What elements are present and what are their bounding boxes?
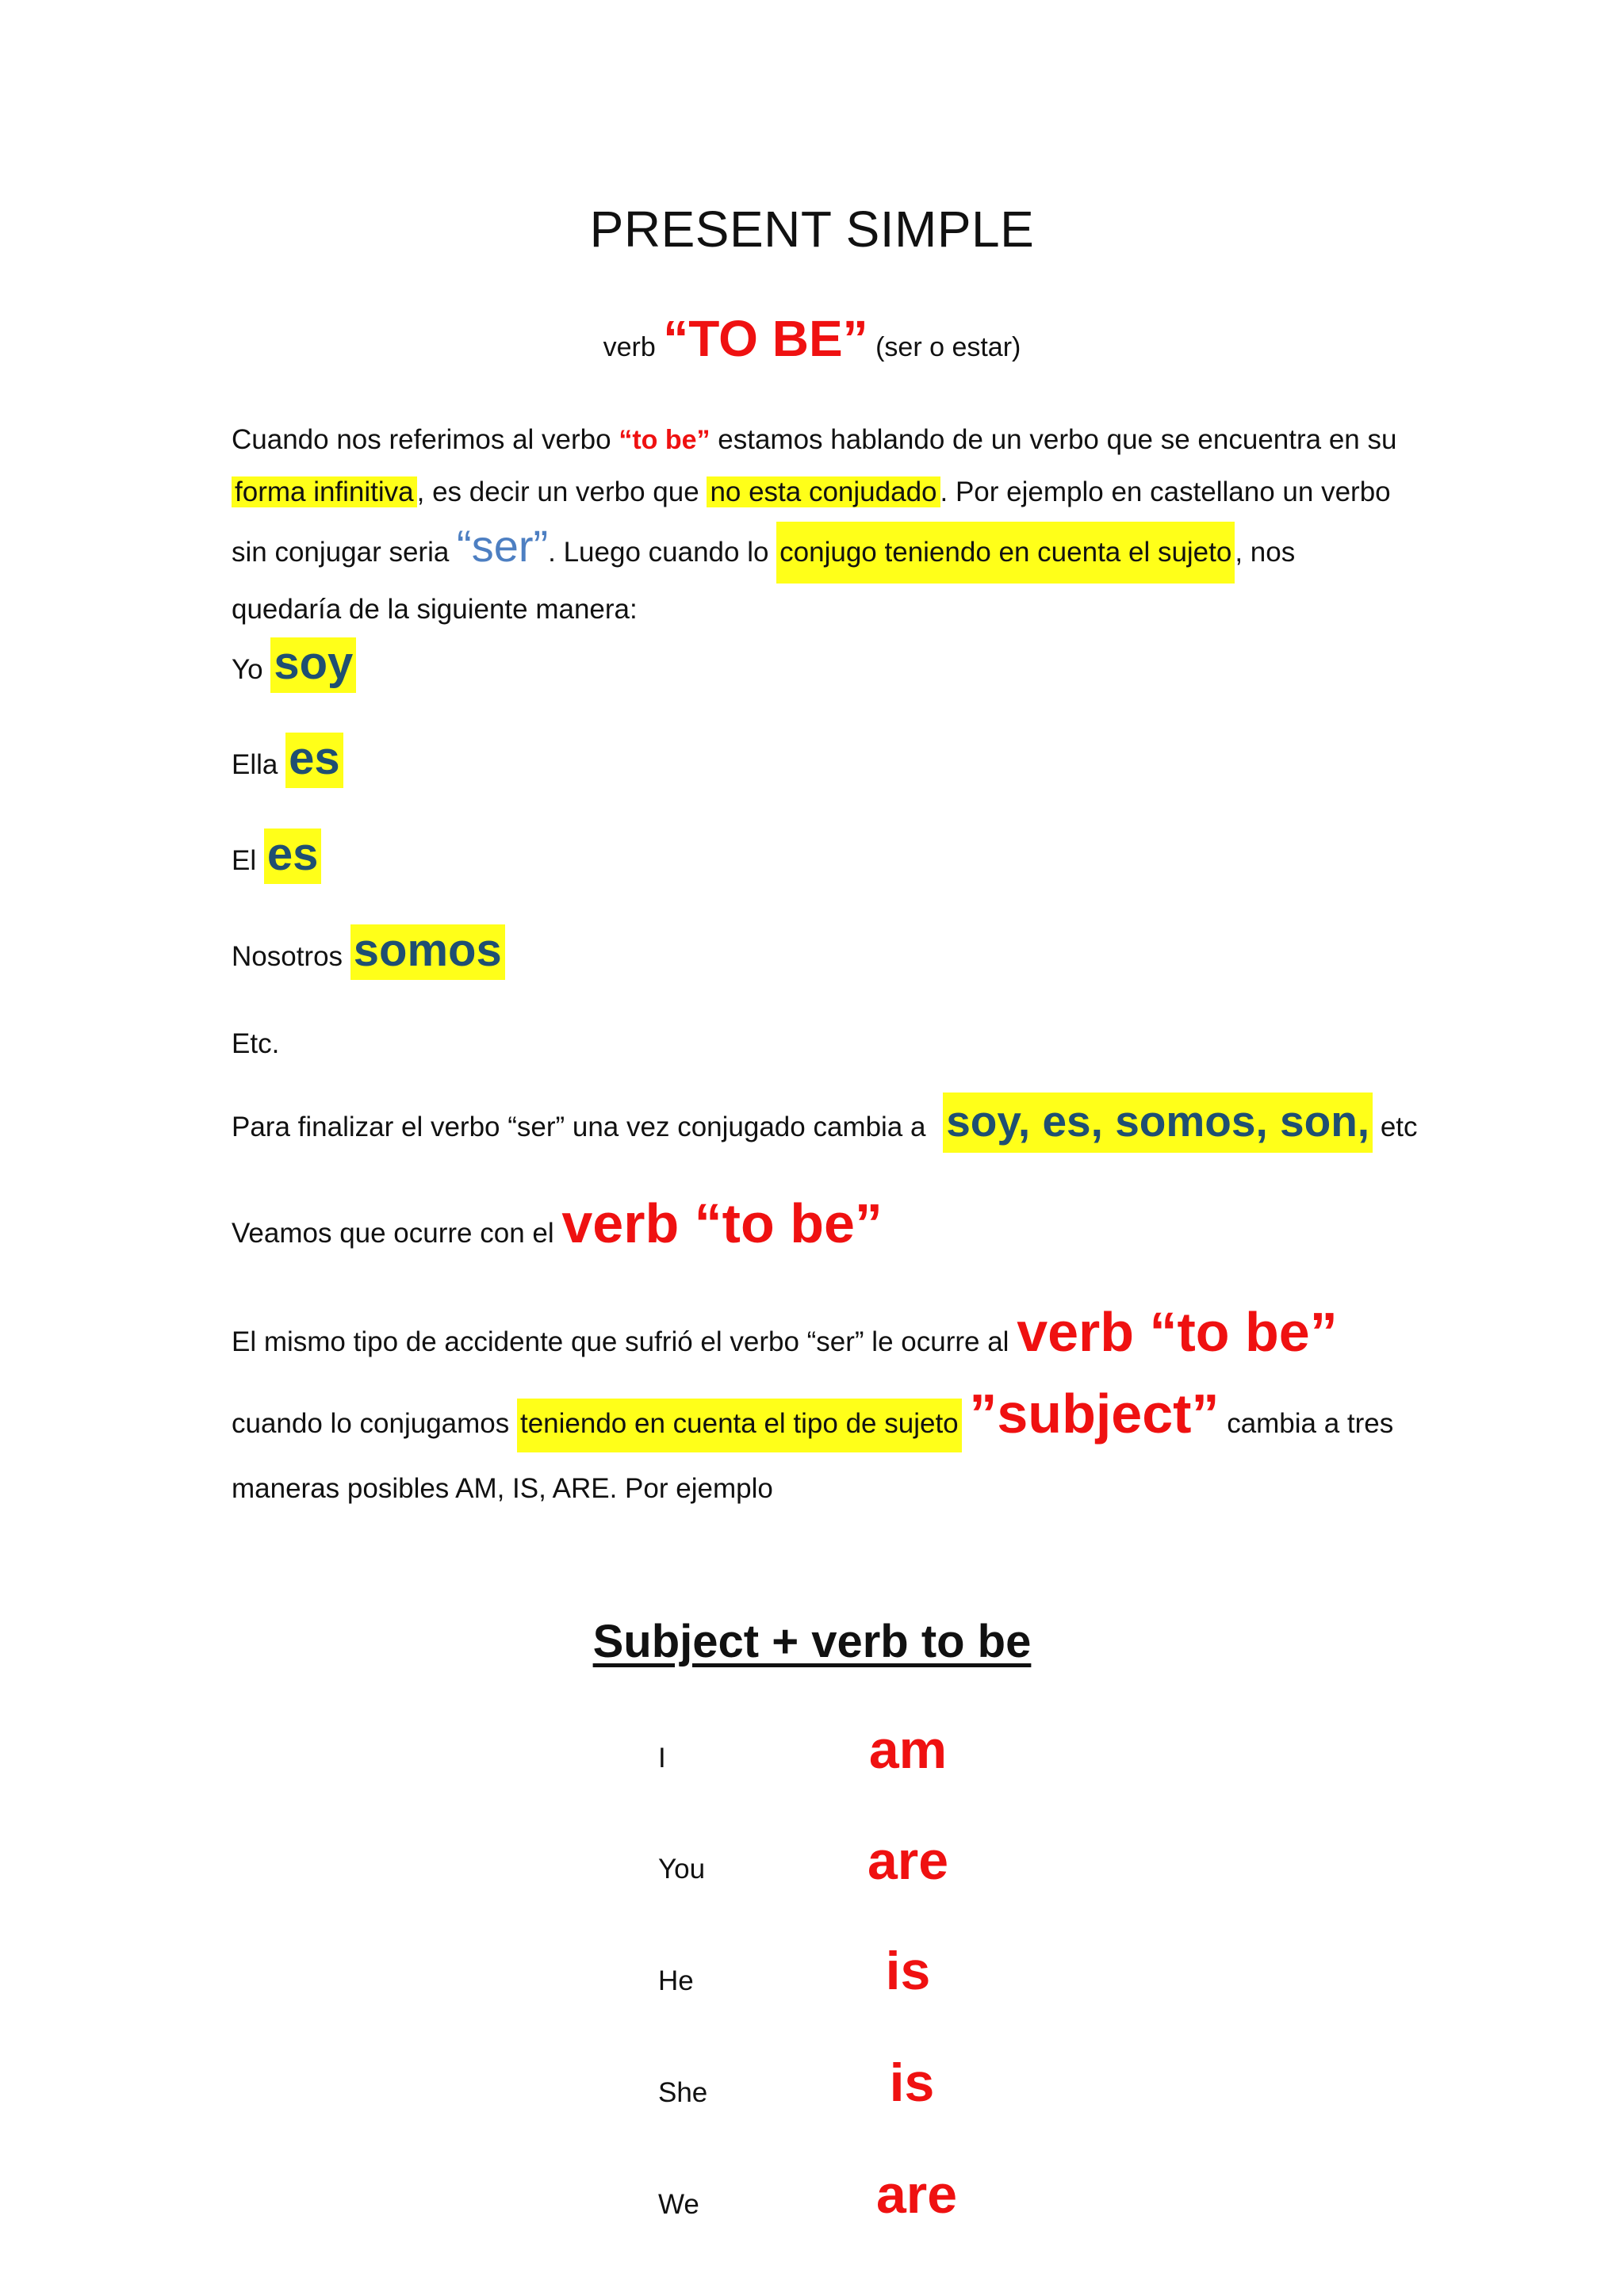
example-verb: somos (350, 924, 505, 980)
intro-text: sin conjugar seria (232, 537, 450, 568)
intro-paragraph (232, 414, 1397, 635)
english-verb-am: am (868, 1720, 948, 1780)
spanish-example-ella (232, 733, 343, 788)
example-verb: soy (270, 637, 356, 693)
english-subject-we: We (658, 2189, 699, 2220)
etc-text: Etc. (232, 1028, 280, 1059)
subject-emphasis: ”subject” (969, 1383, 1220, 1445)
section-title: Subject + verb to be (592, 1616, 1032, 1667)
english-verb-is: is (889, 2053, 935, 2113)
highlight-subject-type: teniendo en cuenta el tipo de sujeto (517, 1399, 962, 1452)
highlight-conjugated-forms: soy, es, somos, son, (943, 1093, 1373, 1153)
cuando-suffix: cambia a tres (1227, 1408, 1394, 1439)
english-verb-is: is (885, 1941, 931, 2001)
intro-text: Cuando nos referimos al verbo (232, 424, 611, 455)
cuando-sentence (232, 1383, 1394, 1452)
highlight-no-conjugado: no esta conjudado (707, 476, 940, 507)
english-verb-are: are (867, 1831, 949, 1891)
example-subject: Yo (232, 654, 263, 685)
mismo-sentence (232, 1301, 1338, 1363)
spanish-example-yo (232, 637, 356, 693)
veamos-sentence (232, 1192, 883, 1254)
example-verb: es (285, 733, 343, 788)
subtitle-emphasis: “TO BE” (663, 310, 868, 367)
english-subject-you: You (658, 1854, 706, 1885)
english-verb-are: are (875, 2164, 958, 2225)
intro-text: estamos hablando de un verbo que se encuentra en su (718, 424, 1397, 455)
intro-text: , es decir un verbo que (416, 476, 699, 507)
highlight-forma-infinitiva: forma infinitiva (232, 476, 417, 507)
spanish-example-el (232, 828, 321, 884)
example-subject: Nosotros (232, 941, 343, 972)
ser-emphasis: “ser” (457, 521, 549, 571)
final-suffix: etc (1380, 1112, 1418, 1142)
example-subject: El (232, 845, 257, 876)
intro-line-4: quedaría de la siguiente manera: (232, 594, 638, 625)
intro-text: . Por ejemplo en castellano un verbo (940, 476, 1391, 507)
spanish-example-nosotros (232, 924, 505, 980)
english-subject-she: She (658, 2077, 708, 2108)
veamos-text: Veamos que ocurre con el (232, 1218, 554, 1249)
page-title: PRESENT SIMPLE (589, 201, 1035, 258)
english-subject-he: He (658, 1965, 694, 1996)
intro-text: , nos (1235, 537, 1296, 568)
highlight-conjugo: conjugo teniendo en cuenta el sujeto (776, 522, 1235, 584)
final-text: Para finalizar el verbo “ser” una vez conjugado cambia a (232, 1112, 926, 1142)
verb-to-be-emphasis: verb “to be” (1017, 1301, 1338, 1363)
example-subject: Ella (232, 749, 278, 780)
to-be-emphasis: “to be” (619, 425, 710, 455)
subtitle-prefix: verb (603, 332, 656, 362)
page-subtitle (0, 310, 1624, 367)
intro-line-2 (232, 466, 1391, 518)
verb-to-be-emphasis: verb “to be” (561, 1192, 883, 1254)
maneras-text: maneras posibles AM, IS, ARE. Por ejemplo (232, 1473, 773, 1504)
mismo-text: El mismo tipo de accidente que sufrió el verbo “ser” le ocurre al (232, 1326, 1009, 1357)
subtitle-suffix: (ser o estar) (875, 332, 1021, 362)
english-subject-i: I (658, 1743, 666, 1774)
intro-line-3 (232, 518, 1381, 584)
example-verb: es (264, 828, 322, 884)
final-sentence (232, 1093, 1418, 1153)
intro-line-1 (232, 414, 1397, 466)
intro-text: . Luego cuando lo (548, 537, 769, 568)
cuando-text: cuando lo conjugamos (232, 1408, 510, 1439)
